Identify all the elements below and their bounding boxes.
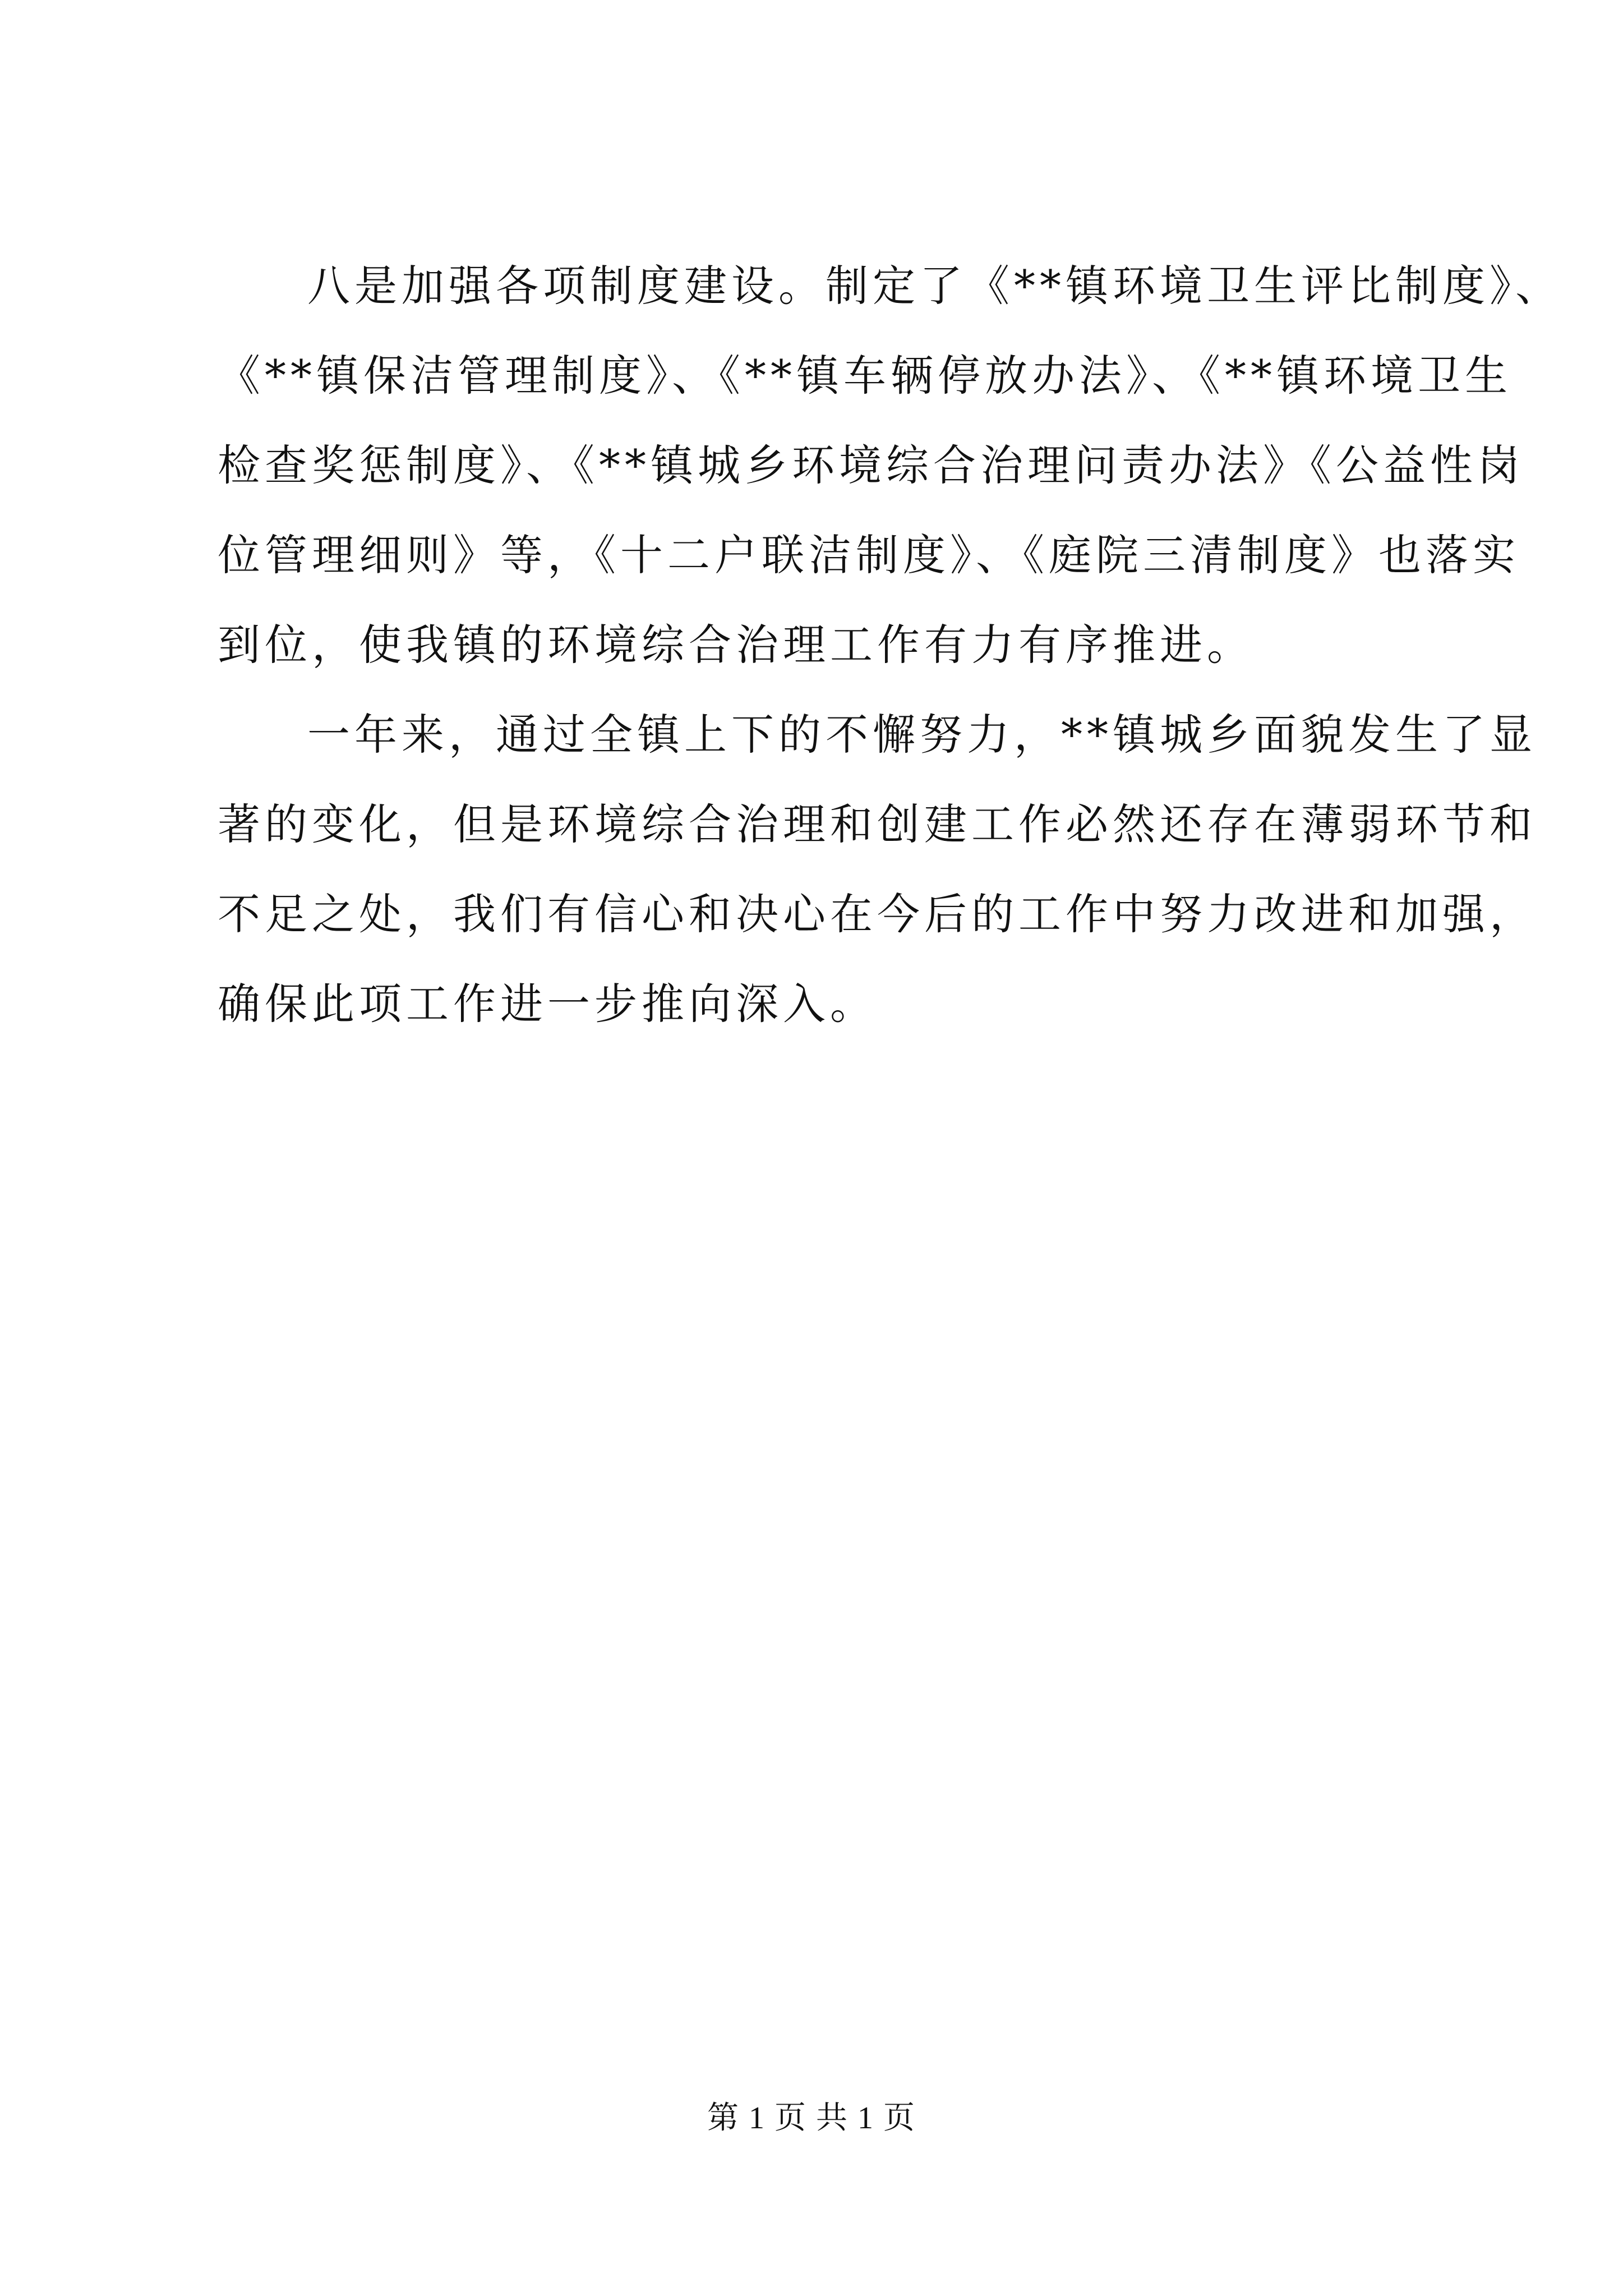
text-line: 确保此项工作进一步推向深入。 [218,979,877,1029]
text-line: 不足之处，我们有信心和决心在今后的工作中努力改进和加强， [218,889,1537,939]
paragraph-1 [218,241,1562,690]
text-line: 著的变化，但是环境综合治理和创建工作必然还存在薄弱环节和 [218,799,1537,849]
paragraph-2 [218,690,1537,1049]
text-line: 到位，使我镇的环境综合治理工作有力有序推进。 [218,620,1254,670]
text-line: 一年来，通过全镇上下的不懈努力，**镇城乡面貌发生了显 [307,710,1537,760]
text-line: 《**镇保洁管理制度》、《**镇车辆停放办法》、《**镇环境卫生 [218,351,1512,401]
text-line: 八是加强各项制度建设。制定了《**镇环境卫生评比制度》、 [307,261,1562,311]
page-footer: 第 1 页 共 1 页 [707,2101,916,2136]
text-line: 位管理细则》等，《十二户联洁制度》、《庭院三清制度》也落实 [218,530,1520,580]
text-line: 检查奖惩制度》、《**镇城乡环境综合治理问责办法》《公益性岗 [218,440,1524,490]
document-body [218,241,1562,1049]
